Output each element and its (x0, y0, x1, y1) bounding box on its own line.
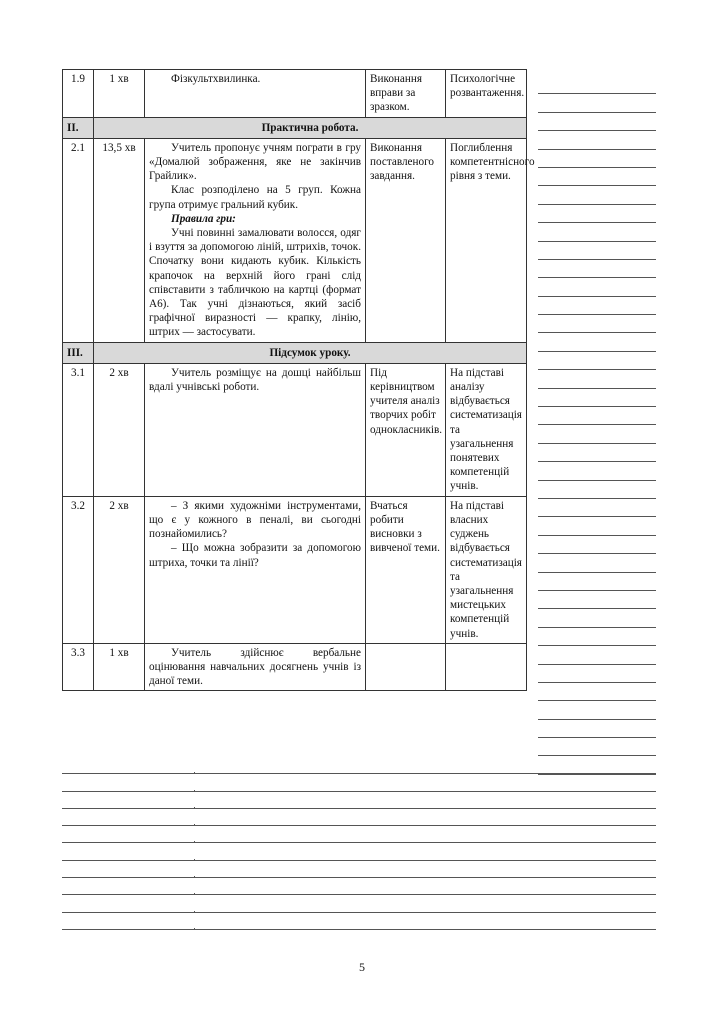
note-line (538, 94, 656, 112)
student-activity (366, 643, 446, 691)
note-line (538, 407, 656, 425)
note-line (538, 113, 656, 131)
notes-lines-right (538, 76, 656, 775)
table-row (63, 138, 527, 342)
note-line (62, 861, 656, 878)
row-number: 3.1 (63, 363, 94, 496)
note-line (62, 826, 656, 843)
note-line (538, 260, 656, 278)
note-line (538, 205, 656, 223)
expected-result (446, 643, 527, 691)
expected-result: На підставі власних суджень відбувається систематизація та узагальнення мистецьких компетенцій учнів. (446, 496, 527, 643)
note-line (538, 76, 656, 94)
notes-lines-bottom (62, 757, 656, 930)
note-line (62, 895, 656, 912)
student-activity: Виконання вправи за зразком. (366, 70, 446, 118)
rules-heading: Правила гри: (171, 212, 236, 225)
teacher-activity (145, 138, 366, 342)
activity-paragraph: Учні повинні замалювати волосся, одяг і взуття за допомогою ліній, штрихів, точок. Спочатку вони кидають кубик. Кількість крапочок на верхній його грані слід співставити з табличкою на картці (формат А6). Так учні дізнаються, який засіб графічної виразності — крапку, лінію, штрих — застосувати. (149, 227, 361, 339)
row-number: 3.3 (63, 643, 94, 691)
table-row (63, 643, 527, 691)
note-line (538, 646, 656, 664)
note-line (538, 481, 656, 499)
note-line (62, 774, 656, 791)
note-line (538, 131, 656, 149)
note-line (538, 462, 656, 480)
row-number: 3.2 (63, 496, 94, 643)
note-line (538, 628, 656, 646)
note-line (538, 370, 656, 388)
section-header (63, 342, 527, 363)
note-line (538, 683, 656, 701)
note-line (538, 425, 656, 443)
student-activity: Виконання поставленого завдання. (366, 138, 446, 342)
expected-result: Психологічне розвантаження. (446, 70, 527, 118)
note-line (538, 223, 656, 241)
note-line (538, 315, 656, 333)
note-line (538, 389, 656, 407)
table-row (63, 363, 527, 496)
note-line (62, 913, 656, 930)
question-line: – З якими художніми інструментами, що є у кожного в пеналі, ви сьогодні познайомились? (149, 499, 361, 541)
note-line (62, 878, 656, 895)
section-header (63, 117, 527, 138)
note-line (538, 738, 656, 756)
note-line (538, 499, 656, 517)
activity-paragraph: Клас розподілено на 5 груп. Кожна група отримує гральний кубик. (149, 184, 361, 211)
student-activity: Вчаться робити висновки з вивченої теми. (366, 496, 446, 643)
row-number: 2.1 (63, 138, 94, 342)
expected-result: Поглиблення компетентнісного рівня з теми. (446, 138, 527, 342)
note-line (538, 609, 656, 627)
section-number: ІІ. (63, 117, 94, 138)
row-time: 2 хв (94, 496, 145, 643)
note-line (538, 444, 656, 462)
page-number: 5 (359, 960, 365, 974)
activity-text: Учитель здійснює вербальне оцінювання навчальних досягнень учнів із даної теми. (149, 646, 361, 688)
note-line (538, 297, 656, 315)
row-time: 1 хв (94, 70, 145, 118)
note-line (538, 517, 656, 535)
row-time: 2 хв (94, 363, 145, 496)
row-number: 1.9 (63, 70, 94, 118)
note-line (62, 843, 656, 860)
note-line (538, 536, 656, 554)
student-activity: Під керівництвом учителя аналіз творчих робіт однокласників. (366, 363, 446, 496)
teacher-activity (145, 70, 366, 118)
note-line (538, 554, 656, 572)
note-line (538, 150, 656, 168)
note-line (538, 701, 656, 719)
section-title: Практична робота. (94, 117, 527, 138)
table-row (63, 496, 527, 643)
section-number: ІІІ. (63, 342, 94, 363)
note-line (62, 757, 656, 774)
question-line: – Що можна зобразити за допомогою штриха, точки та лінії? (149, 542, 361, 569)
expected-result: На підставі аналізу відбувається систематизація та узагальнення понятевих компетенцій учнів. (446, 363, 527, 496)
row-time: 13,5 хв (94, 138, 145, 342)
row-time: 1 хв (94, 643, 145, 691)
note-line (538, 352, 656, 370)
teacher-activity (145, 496, 366, 643)
note-line (538, 186, 656, 204)
activity-text: Учитель розміщує на дошці найбільш вдалі учнівські роботи. (149, 366, 361, 394)
table-row (63, 70, 527, 118)
note-line (538, 720, 656, 738)
lesson-plan-table (62, 69, 535, 691)
teacher-activity (145, 363, 366, 496)
note-line (538, 168, 656, 186)
teacher-activity (145, 643, 366, 691)
note-line (538, 573, 656, 591)
activity-paragraph: Учитель пропонує учням пограти в гру «Домалюй зображення, яке не закінчив Грайлик». (149, 141, 361, 183)
note-line (538, 665, 656, 683)
note-line (62, 809, 656, 826)
section-title: Підсумок уроку. (94, 342, 527, 363)
note-line (538, 333, 656, 351)
note-line (538, 242, 656, 260)
activity-text: Фізкультхвилинка. (171, 73, 261, 85)
note-line (538, 278, 656, 296)
note-line (62, 792, 656, 809)
note-line (538, 591, 656, 609)
